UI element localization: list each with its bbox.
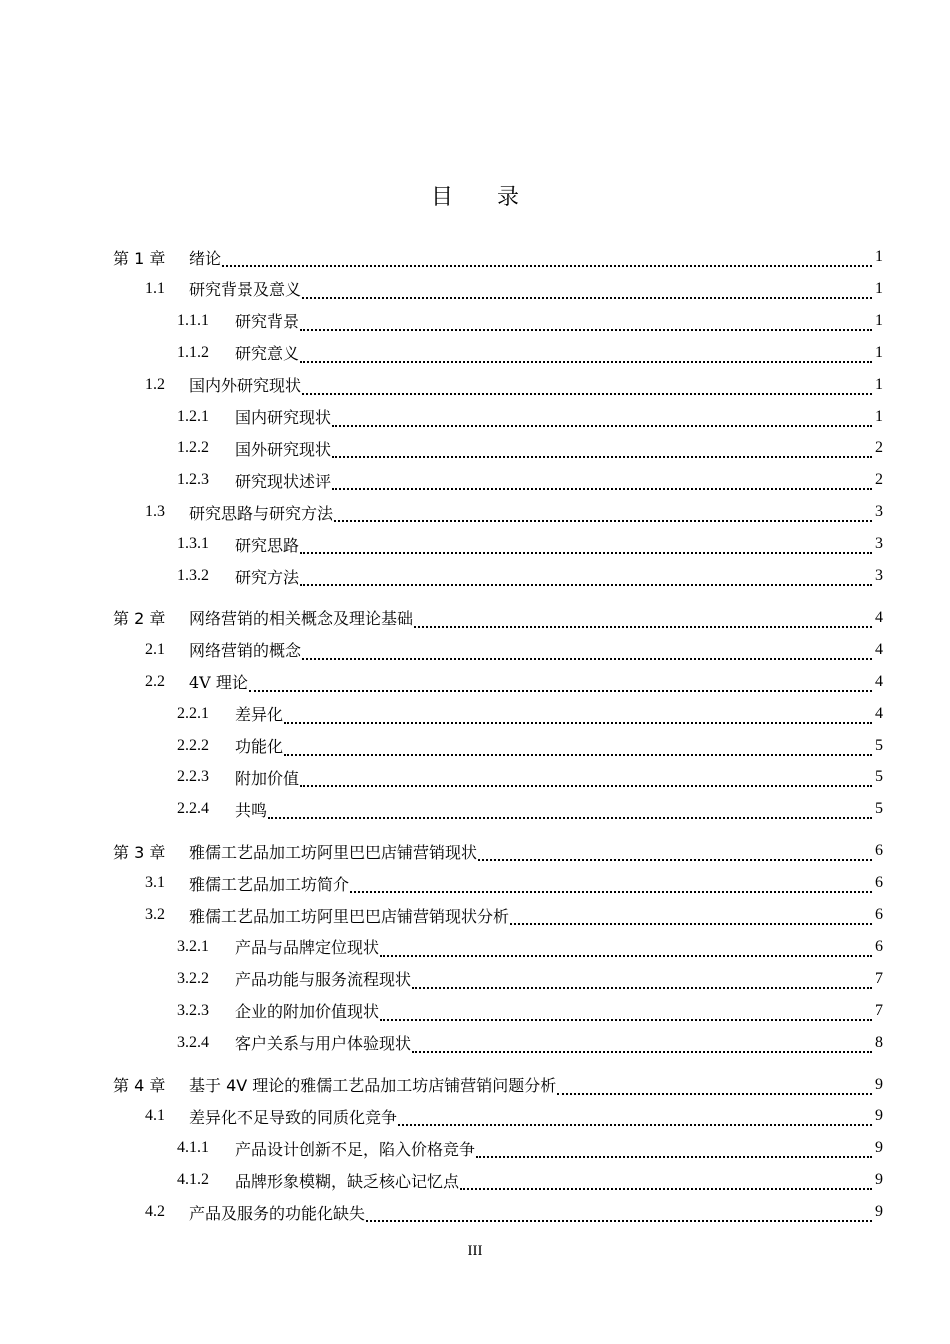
- dot-leader: [334, 506, 872, 522]
- toc-entry-label: 网络营销的相关概念及理论基础: [189, 609, 414, 629]
- toc-entry-level-3[interactable]: [113, 964, 883, 994]
- toc-entry-number: 2.2.4: [177, 800, 209, 818]
- toc-entry-level-2[interactable]: [113, 370, 883, 400]
- toc-entry-label: 雅儒工艺品加工坊阿里巴巴店铺营销现状: [189, 842, 478, 862]
- dot-leader: [398, 1110, 872, 1126]
- dot-leader: [557, 1079, 872, 1095]
- dot-leader: [222, 251, 872, 267]
- dot-leader: [350, 877, 872, 893]
- toc-entry-page: 4: [875, 640, 883, 658]
- toc-entry-label: 研究现状述评: [235, 471, 332, 491]
- toc-entry-page: 4: [875, 672, 883, 690]
- toc-entry-level-3[interactable]: [113, 996, 883, 1026]
- toc-entry-number: 3.2.3: [177, 1001, 209, 1019]
- toc-entry-label: 差异化不足导致的同质化竞争: [189, 1107, 398, 1127]
- toc-entry-label: 4V 理论: [189, 673, 248, 693]
- toc-entry-level-3[interactable]: [113, 1165, 883, 1195]
- toc-entry-level-3[interactable]: [113, 561, 883, 591]
- toc-entry-number: 1.3: [145, 503, 165, 521]
- toc-entry-level-3[interactable]: [113, 529, 883, 559]
- toc-entry-number: 1.2: [145, 375, 165, 393]
- toc-entry-level-2[interactable]: [113, 868, 883, 898]
- dot-leader: [302, 644, 872, 660]
- toc-entry-level-3[interactable]: [113, 433, 883, 463]
- toc-entry-level-3[interactable]: [113, 731, 883, 761]
- toc-entry-page: 6: [875, 842, 883, 860]
- toc-entry-number: 1.1.1: [177, 311, 209, 329]
- toc-entry-level-2[interactable]: [113, 1101, 883, 1131]
- toc-entry-level-3[interactable]: [113, 306, 883, 336]
- toc-entry-page: 9: [875, 1075, 883, 1093]
- toc-entry-number: 2.2.2: [177, 736, 209, 754]
- toc-entry-label: 产品设计创新不足，陷入价格竞争: [235, 1139, 476, 1159]
- toc-entry-level-1[interactable]: [113, 836, 883, 866]
- toc-entry-label: 企业的附加价值现状: [235, 1002, 380, 1022]
- toc-entry-level-2[interactable]: [113, 900, 883, 930]
- toc-entry-label: 基于 4V 理论的雅儒工艺品加工坊店铺营销问题分析: [189, 1076, 557, 1095]
- toc-entry-page: 7: [875, 1001, 883, 1019]
- toc-entry-page: 3: [875, 503, 883, 521]
- toc-entry-number: 1.3.2: [177, 567, 209, 584]
- dot-leader: [268, 803, 872, 819]
- toc-entry-page: 3: [875, 535, 883, 553]
- toc-entry-label: 研究背景: [235, 312, 300, 332]
- dot-leader: [380, 941, 872, 957]
- toc-entry-page: 6: [875, 874, 883, 892]
- toc-entry-level-1[interactable]: [113, 603, 883, 633]
- toc-entry-page: 9: [875, 1171, 883, 1189]
- dot-leader: [412, 1037, 872, 1053]
- dot-leader: [414, 612, 872, 628]
- dot-leader: [332, 442, 872, 458]
- toc-entry-page: 9: [875, 1203, 883, 1221]
- toc-entry-label: 功能化: [235, 737, 284, 756]
- toc-entry-number: 3.2.4: [177, 1033, 209, 1051]
- dot-leader: [460, 1174, 872, 1190]
- dot-leader: [412, 973, 872, 989]
- toc-entry-level-1[interactable]: [113, 242, 883, 272]
- toc-entry-page: 9: [875, 1139, 883, 1157]
- toc-entry-level-3[interactable]: [113, 338, 883, 368]
- dot-leader: [284, 740, 872, 756]
- toc-entry-label: 品牌形象模糊，缺乏核心记忆点: [235, 1171, 460, 1191]
- toc-entry-page: 1: [875, 375, 883, 393]
- toc-entry-label: 国外研究现状: [235, 439, 332, 459]
- toc-entry-page: 1: [875, 407, 883, 425]
- toc-entry-label: 雅儒工艺品加工坊简介: [189, 874, 350, 894]
- toc-entry-label: 国内研究现状: [235, 408, 332, 427]
- dot-leader: [300, 347, 872, 363]
- dot-leader: [284, 708, 872, 724]
- toc-entry-number: 4.2: [145, 1203, 165, 1221]
- toc-title: 目录: [430, 185, 563, 210]
- toc-entry-label: 附加价值: [235, 768, 300, 788]
- toc-entry-level-3[interactable]: [113, 699, 883, 729]
- dot-leader: [300, 538, 872, 554]
- page-number: III: [467, 1243, 483, 1259]
- toc-entry-level-3[interactable]: [113, 402, 883, 432]
- toc-entry-level-2[interactable]: [113, 497, 883, 527]
- toc-entry-page: 5: [875, 736, 883, 754]
- toc-entry-level-2[interactable]: [113, 274, 883, 304]
- dot-leader: [302, 283, 872, 299]
- dot-leader: [332, 411, 872, 427]
- toc-entry-page: 1: [875, 279, 883, 297]
- toc-entry-page: 1: [875, 248, 883, 265]
- dot-leader: [332, 474, 872, 490]
- toc-entry-number: 1.2.2: [177, 439, 209, 457]
- toc-entry-number: 第 1 章: [113, 248, 166, 268]
- toc-entry-label: 客户关系与用户体验现状: [235, 1034, 412, 1054]
- toc-entry-label: 共鸣: [235, 800, 268, 820]
- toc-entry-page: 4: [875, 608, 883, 626]
- toc-entry-level-3[interactable]: [113, 932, 883, 962]
- toc-entry-level-1[interactable]: [113, 1070, 883, 1100]
- toc-entry-number: 3.2.1: [177, 937, 209, 955]
- toc-entry-label: 网络营销的概念: [189, 641, 302, 661]
- toc-entry-label: 国内外研究现状: [189, 376, 302, 396]
- dot-leader: [478, 845, 872, 861]
- toc-entry-level-3[interactable]: [113, 762, 883, 792]
- toc-entry-label: 研究方法: [235, 567, 300, 587]
- toc-entry-page: 8: [875, 1033, 883, 1051]
- toc-entry-page: 2: [875, 439, 883, 457]
- toc-entry-label: 研究思路与研究方法: [189, 503, 334, 523]
- toc-entry-page: 6: [875, 906, 883, 923]
- toc-entry-level-3[interactable]: [113, 1028, 883, 1058]
- toc-entry-page: 9: [875, 1107, 883, 1125]
- toc-entry-page: 1: [875, 311, 883, 329]
- toc-entry-number: 2.1: [145, 640, 165, 658]
- toc-entry-label: 产品与品牌定位现状: [235, 938, 380, 958]
- toc-entry-label: 雅儒工艺品加工坊阿里巴巴店铺营销现状分析: [189, 906, 510, 926]
- toc-entry-number: 1.3.1: [177, 535, 209, 553]
- toc-entry-label: 绪论: [189, 248, 222, 268]
- dot-leader: [300, 771, 872, 787]
- toc-entry-number: 1.2.3: [177, 471, 209, 489]
- toc-entry-page: 6: [875, 937, 883, 955]
- toc-entry-number: 第 3 章: [113, 842, 166, 862]
- toc-entry-number: 2.2.3: [177, 768, 209, 786]
- toc-entry-page: 3: [875, 567, 883, 584]
- toc-entry-label: 研究背景及意义: [189, 280, 302, 300]
- dot-leader: [302, 379, 872, 395]
- toc-entry-label: 研究思路: [235, 535, 300, 555]
- toc-entry-level-3[interactable]: [113, 794, 883, 824]
- dot-leader: [476, 1142, 872, 1158]
- toc-entry-label: 差异化: [235, 705, 284, 725]
- toc-entry-number: 2.2.1: [177, 704, 209, 722]
- toc-entry-label: 产品及服务的功能化缺失: [189, 1203, 366, 1223]
- toc-entry-number: 3.2: [145, 906, 165, 923]
- toc-entry-page: 5: [875, 768, 883, 786]
- dot-leader: [300, 315, 872, 331]
- dot-leader: [510, 909, 872, 925]
- toc-entry-number: 第 2 章: [113, 609, 166, 629]
- toc-entry-level-2[interactable]: [113, 1197, 883, 1227]
- toc-entry-number: 3.1: [145, 874, 165, 892]
- toc-entry-page: 1: [875, 343, 883, 361]
- toc-entry-number: 4.1.2: [177, 1171, 209, 1189]
- toc-entry-number: 1.2.1: [177, 407, 209, 425]
- toc-entry-number: 1.1.2: [177, 343, 209, 361]
- toc-entry-number: 3.2.2: [177, 969, 209, 987]
- toc-entry-page: 4: [875, 704, 883, 722]
- toc-entry-number: 4.1.1: [177, 1139, 209, 1157]
- toc-entry-number: 1.1: [145, 279, 165, 297]
- dot-leader: [249, 676, 872, 692]
- toc-entry-page: 2: [875, 471, 883, 489]
- dot-leader: [366, 1206, 872, 1222]
- toc-entry-number: 4.1: [145, 1107, 165, 1125]
- toc-entry-label: 研究意义: [235, 344, 300, 364]
- toc-entry-number: 2.2: [145, 672, 165, 690]
- dot-leader: [300, 570, 872, 586]
- toc-entry-page: 5: [875, 800, 883, 818]
- toc-entry-label: 产品功能与服务流程现状: [235, 970, 412, 990]
- toc-entry-level-3[interactable]: [113, 1133, 883, 1163]
- toc-entry-page: 7: [875, 969, 883, 987]
- toc-entry-level-2[interactable]: [113, 635, 883, 665]
- dot-leader: [380, 1005, 872, 1021]
- toc-entry-level-2[interactable]: [113, 667, 883, 697]
- toc-entry-number: 第 4 章: [113, 1076, 166, 1095]
- toc-entry-level-3[interactable]: [113, 465, 883, 495]
